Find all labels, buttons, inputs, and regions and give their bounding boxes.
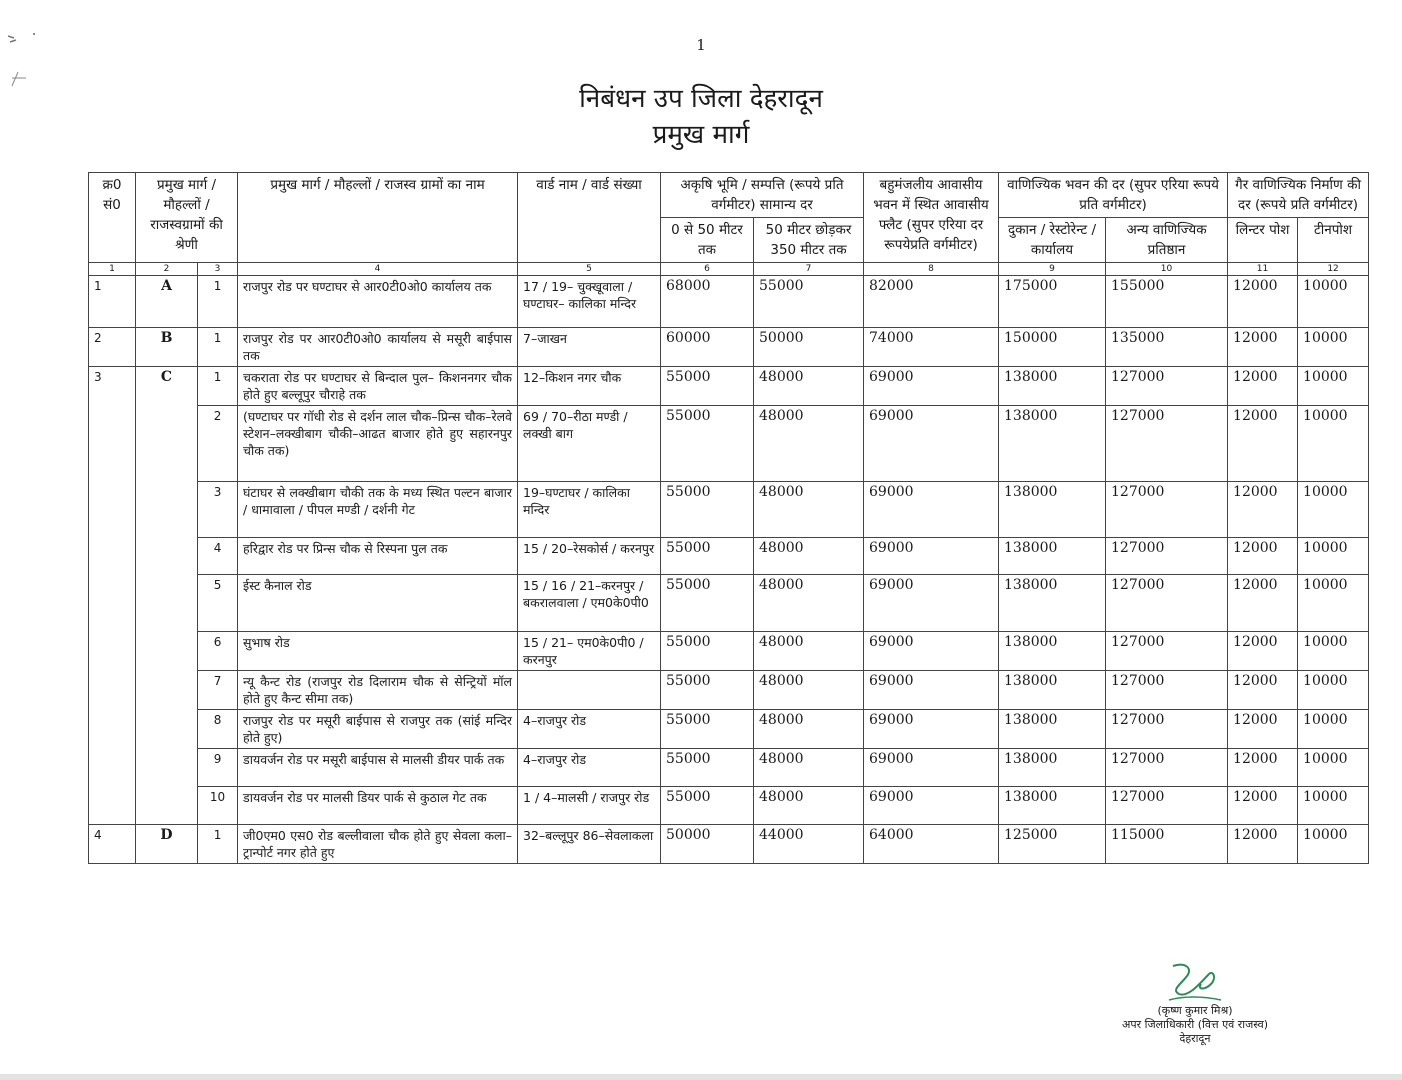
rate-table xyxy=(88,172,1369,864)
header-tinposh: टीनपोश xyxy=(1298,218,1369,263)
residential-flat-rate-cell: 64000 xyxy=(864,825,999,864)
ward-cell: 4–राजपुर रोड xyxy=(518,749,661,787)
ward-cell: 7–जाखन xyxy=(518,328,661,367)
column-number: 1 xyxy=(89,263,136,276)
sub-serial-cell: 3 xyxy=(198,482,238,538)
rate-0-50m-cell: 55000 xyxy=(661,575,754,632)
tinposh-rate-cell: 10000 xyxy=(1298,575,1369,632)
rate-0-50m-cell: 55000 xyxy=(661,749,754,787)
table-body xyxy=(89,276,1369,864)
document-title: निबंधन उप जिला देहरादून xyxy=(579,84,823,114)
rate-0-50m-cell: 55000 xyxy=(661,482,754,538)
rate-50-350m-cell: 48000 xyxy=(754,671,864,710)
lintel-rate-cell: 12000 xyxy=(1228,328,1298,367)
rate-50-350m-cell: 48000 xyxy=(754,406,864,482)
rate-50-350m-cell: 48000 xyxy=(754,538,864,575)
tinposh-rate-cell: 10000 xyxy=(1298,538,1369,575)
other-commercial-rate-cell: 127000 xyxy=(1106,787,1228,825)
table-row xyxy=(89,632,1369,671)
signatory-name: (कृष्ण कुमार मिश्र) xyxy=(1157,1004,1233,1017)
other-commercial-rate-cell: 127000 xyxy=(1106,671,1228,710)
residential-flat-rate-cell: 69000 xyxy=(864,710,999,749)
column-number: 7 xyxy=(754,263,864,276)
table-row xyxy=(89,328,1369,367)
lintel-rate-cell: 12000 xyxy=(1228,406,1298,482)
tinposh-rate-cell: 10000 xyxy=(1298,787,1369,825)
header-category: प्रमुख मार्ग / मौहल्लों / राजस्वग्रामों की श्रेणी xyxy=(136,173,238,263)
sub-serial-cell: 5 xyxy=(198,575,238,632)
rate-0-50m-cell: 60000 xyxy=(661,328,754,367)
shop-rate-cell: 138000 xyxy=(999,671,1106,710)
other-commercial-rate-cell: 127000 xyxy=(1106,749,1228,787)
road-name-cell: न्यू कैन्ट रोड (राजपुर रोड दिलाराम चौक से सेन्ट्रियों मॉल होते हुए कैन्ट सीमा तक) xyxy=(238,671,518,710)
residential-flat-rate-cell: 69000 xyxy=(864,575,999,632)
rate-0-50m-cell: 55000 xyxy=(661,710,754,749)
sub-serial-cell: 10 xyxy=(198,787,238,825)
lintel-rate-cell: 12000 xyxy=(1228,482,1298,538)
tinposh-rate-cell: 10000 xyxy=(1298,671,1369,710)
table-row xyxy=(89,671,1369,710)
sub-serial-cell: 7 xyxy=(198,671,238,710)
ward-cell: 4–राजपुर रोड xyxy=(518,710,661,749)
road-name-cell: राजपुर रोड पर घण्टाघर से आर0टी0ओ0 कार्यालय तक xyxy=(238,276,518,328)
ward-cell: 1 / 4–मालसी / राजपुर रोड xyxy=(518,787,661,825)
serial-number-cell: 2 xyxy=(89,328,136,367)
lintel-rate-cell: 12000 xyxy=(1228,749,1298,787)
residential-flat-rate-cell: 69000 xyxy=(864,406,999,482)
shop-rate-cell: 138000 xyxy=(999,575,1106,632)
ward-cell: 32–बल्लूपुर 86–सेवलाकला xyxy=(518,825,661,864)
tinposh-rate-cell: 10000 xyxy=(1298,406,1369,482)
other-commercial-rate-cell: 127000 xyxy=(1106,406,1228,482)
signatory-place: देहरादून xyxy=(1179,1032,1211,1045)
table-row xyxy=(89,406,1369,482)
tinposh-rate-cell: 10000 xyxy=(1298,632,1369,671)
lintel-rate-cell: 12000 xyxy=(1228,787,1298,825)
rate-50-350m-cell: 48000 xyxy=(754,787,864,825)
road-name-cell: डायवर्जन रोड पर मसूरी बाईपास से मालसी डीयर पार्क तक xyxy=(238,749,518,787)
rate-50-350m-cell: 48000 xyxy=(754,575,864,632)
shop-rate-cell: 175000 xyxy=(999,276,1106,328)
header-commercial-group: वाणिज्यिक भवन की दर (सुपर एरिया रूपये प्रति वर्गमीटर) xyxy=(999,173,1228,218)
road-name-cell: राजपुर रोड पर मसूरी बाईपास से राजपुर तक (सांई मन्दिर होते हुए) xyxy=(238,710,518,749)
residential-flat-rate-cell: 69000 xyxy=(864,538,999,575)
residential-flat-rate-cell: 69000 xyxy=(864,787,999,825)
road-name-cell: (घण्टाघर पर गॉधी रोड से दर्शन लाल चौक–प्रिन्स चौक–रेलवे स्टेशन–लक्खीबाग चौकी–आढत बाजार होते हुए सहारनपुर चौक तक) xyxy=(238,406,518,482)
ward-cell: 12–किशन नगर चौक xyxy=(518,367,661,406)
column-number: 3 xyxy=(198,263,238,276)
table-row xyxy=(89,575,1369,632)
signature-mark-icon xyxy=(1163,960,1227,1004)
sub-serial-cell: 1 xyxy=(198,825,238,864)
table-row xyxy=(89,825,1369,864)
lintel-rate-cell: 12000 xyxy=(1228,825,1298,864)
lintel-rate-cell: 12000 xyxy=(1228,575,1298,632)
other-commercial-rate-cell: 127000 xyxy=(1106,632,1228,671)
road-name-cell: सुभाष रोड xyxy=(238,632,518,671)
column-number: 5 xyxy=(518,263,661,276)
rate-0-50m-cell: 55000 xyxy=(661,367,754,406)
rate-50-350m-cell: 48000 xyxy=(754,710,864,749)
tinposh-rate-cell: 10000 xyxy=(1298,482,1369,538)
category-cell: B xyxy=(136,328,198,367)
lintel-rate-cell: 12000 xyxy=(1228,538,1298,575)
ward-cell: 69 / 70–रीठा मण्डी / लक्खी बाग xyxy=(518,406,661,482)
road-name-cell: राजपुर रोड पर आर0टी0ओ0 कार्यालय से मसूरी बाईपास तक xyxy=(238,328,518,367)
other-commercial-rate-cell: 127000 xyxy=(1106,367,1228,406)
header-road-name: प्रमुख मार्ग / मौहल्लों / राजस्व ग्रामों का नाम xyxy=(238,173,518,263)
table-row xyxy=(89,749,1369,787)
rate-50-350m-cell: 48000 xyxy=(754,632,864,671)
category-cell: C xyxy=(136,367,198,825)
sub-serial-cell: 9 xyxy=(198,749,238,787)
scan-bottom-edge xyxy=(0,1074,1402,1080)
table-row xyxy=(89,710,1369,749)
rate-50-350m-cell: 44000 xyxy=(754,825,864,864)
other-commercial-rate-cell: 135000 xyxy=(1106,328,1228,367)
signature-block xyxy=(1080,960,1310,1046)
tinposh-rate-cell: 10000 xyxy=(1298,367,1369,406)
residential-flat-rate-cell: 69000 xyxy=(864,749,999,787)
sub-serial-cell: 1 xyxy=(198,367,238,406)
header-agri-50-350: 50 मीटर छोड़कर 350 मीटर तक xyxy=(754,218,864,263)
header-sno: क्र0 सं0 xyxy=(89,173,136,263)
ward-cell xyxy=(518,671,661,710)
residential-flat-rate-cell: 69000 xyxy=(864,482,999,538)
category-cell: A xyxy=(136,276,198,328)
rate-50-350m-cell: 50000 xyxy=(754,328,864,367)
rate-50-350m-cell: 48000 xyxy=(754,749,864,787)
other-commercial-rate-cell: 127000 xyxy=(1106,538,1228,575)
shop-rate-cell: 138000 xyxy=(999,710,1106,749)
residential-flat-rate-cell: 69000 xyxy=(864,671,999,710)
tinposh-rate-cell: 10000 xyxy=(1298,749,1369,787)
rate-0-50m-cell: 50000 xyxy=(661,825,754,864)
rate-0-50m-cell: 55000 xyxy=(661,406,754,482)
ward-cell: 15 / 21– एम0के0पी0 / करनपुर xyxy=(518,632,661,671)
tinposh-rate-cell: 10000 xyxy=(1298,328,1369,367)
rate-50-350m-cell: 48000 xyxy=(754,367,864,406)
lintel-rate-cell: 12000 xyxy=(1228,710,1298,749)
table-row xyxy=(89,367,1369,406)
shop-rate-cell: 138000 xyxy=(999,367,1106,406)
other-commercial-rate-cell: 155000 xyxy=(1106,276,1228,328)
serial-number-cell: 4 xyxy=(89,825,136,864)
header-noncommercial-group: गैर वाणिज्यिक निर्माण की दर (रूपये प्रति वर्गमीटर) xyxy=(1228,173,1369,218)
rate-0-50m-cell: 55000 xyxy=(661,787,754,825)
shop-rate-cell: 125000 xyxy=(999,825,1106,864)
other-commercial-rate-cell: 127000 xyxy=(1106,710,1228,749)
column-number: 8 xyxy=(864,263,999,276)
rate-0-50m-cell: 68000 xyxy=(661,276,754,328)
ward-cell: 17 / 19– चुक्खूवाला / घण्टाघर– कालिका मन्दिर xyxy=(518,276,661,328)
header-ward: वार्ड नाम / वार्ड संख्या xyxy=(518,173,661,263)
sub-serial-cell: 4 xyxy=(198,538,238,575)
ward-cell: 15 / 20–रेसकोर्स / करनपुर xyxy=(518,538,661,575)
shop-rate-cell: 150000 xyxy=(999,328,1106,367)
other-commercial-rate-cell: 115000 xyxy=(1106,825,1228,864)
shop-rate-cell: 138000 xyxy=(999,482,1106,538)
column-number: 11 xyxy=(1228,263,1298,276)
other-commercial-rate-cell: 127000 xyxy=(1106,575,1228,632)
table-row xyxy=(89,538,1369,575)
header-shop: दुकान / रेस्टोरेन्ट / कार्यालय xyxy=(999,218,1106,263)
shop-rate-cell: 138000 xyxy=(999,538,1106,575)
residential-flat-rate-cell: 69000 xyxy=(864,367,999,406)
road-name-cell: डायवर्जन रोड पर मालसी डियर पार्क से कुठाल गेट तक xyxy=(238,787,518,825)
ward-cell: 15 / 16 / 21–करनपुर / बकरालवाला / एम0के0पी0 xyxy=(518,575,661,632)
column-number: 2 xyxy=(136,263,198,276)
header-other-commercial: अन्य वाणिज्यिक प्रतिष्ठान xyxy=(1106,218,1228,263)
road-name-cell: जी0एम0 एस0 रोड बल्लीवाला चौक होते हुए सेवला कला– ट्रान्पोर्ट नगर होते हुए xyxy=(238,825,518,864)
column-number: 6 xyxy=(661,263,754,276)
residential-flat-rate-cell: 82000 xyxy=(864,276,999,328)
road-name-cell: घंटाघर से लक्खीबाग चौकी तक के मध्य स्थित पल्टन बाजार / धामावाला / पीपल मण्डी / दर्शनी गेट xyxy=(238,482,518,538)
header-lintel: लिन्टर पोश xyxy=(1228,218,1298,263)
header-agri-group: अकृषि भूमि / सम्पत्ति (रूपये प्रति वर्गमीटर) सामान्य दर xyxy=(661,173,864,218)
table-row xyxy=(89,482,1369,538)
road-name-cell: चकराता रोड पर घण्टाघर से बिन्दाल पुल– किशननगर चौक होते हुए बल्लूपुर चौराहे तक xyxy=(238,367,518,406)
rate-50-350m-cell: 48000 xyxy=(754,482,864,538)
rate-50-350m-cell: 55000 xyxy=(754,276,864,328)
serial-number-cell: 3 xyxy=(89,367,136,825)
sub-serial-cell: 1 xyxy=(198,328,238,367)
residential-flat-rate-cell: 74000 xyxy=(864,328,999,367)
column-number-row xyxy=(89,263,1369,276)
rate-0-50m-cell: 55000 xyxy=(661,538,754,575)
tinposh-rate-cell: 10000 xyxy=(1298,710,1369,749)
column-number: 12 xyxy=(1298,263,1369,276)
sub-serial-cell: 1 xyxy=(198,276,238,328)
sub-serial-cell: 8 xyxy=(198,710,238,749)
serial-number-cell: 1 xyxy=(89,276,136,328)
table-row xyxy=(89,276,1369,328)
document-subtitle: प्रमुख मार्ग xyxy=(652,120,750,150)
header-residential: बहुमंजलीय आवासीय भवन में स्थित आवासीय फ्लैट (सुपर एरिया दर रूपयेप्रति वर्गमीटर) xyxy=(864,173,999,263)
page-number: 1 xyxy=(696,36,706,54)
lintel-rate-cell: 12000 xyxy=(1228,367,1298,406)
shop-rate-cell: 138000 xyxy=(999,632,1106,671)
sub-serial-cell: 2 xyxy=(198,406,238,482)
tinposh-rate-cell: 10000 xyxy=(1298,825,1369,864)
column-number: 4 xyxy=(238,263,518,276)
lintel-rate-cell: 12000 xyxy=(1228,632,1298,671)
road-name-cell: ईस्ट कैनाल रोड xyxy=(238,575,518,632)
column-number: 9 xyxy=(999,263,1106,276)
road-name-cell: हरिद्वार रोड पर प्रिन्स चौक से रिस्पना पुल तक xyxy=(238,538,518,575)
header-agri-0-50: 0 से 50 मीटर तक xyxy=(661,218,754,263)
table-row xyxy=(89,787,1369,825)
sub-serial-cell: 6 xyxy=(198,632,238,671)
lintel-rate-cell: 12000 xyxy=(1228,276,1298,328)
residential-flat-rate-cell: 69000 xyxy=(864,632,999,671)
shop-rate-cell: 138000 xyxy=(999,749,1106,787)
ward-cell: 19–घण्टाघर / कालिका मन्दिर xyxy=(518,482,661,538)
shop-rate-cell: 138000 xyxy=(999,787,1106,825)
other-commercial-rate-cell: 127000 xyxy=(1106,482,1228,538)
column-number: 10 xyxy=(1106,263,1228,276)
signatory-designation: अपर जिलाधिकारी (वित्त एवं राजस्व) xyxy=(1122,1018,1268,1031)
rate-0-50m-cell: 55000 xyxy=(661,632,754,671)
category-cell: D xyxy=(136,825,198,864)
rate-0-50m-cell: 55000 xyxy=(661,671,754,710)
lintel-rate-cell: 12000 xyxy=(1228,671,1298,710)
tinposh-rate-cell: 10000 xyxy=(1298,276,1369,328)
shop-rate-cell: 138000 xyxy=(999,406,1106,482)
